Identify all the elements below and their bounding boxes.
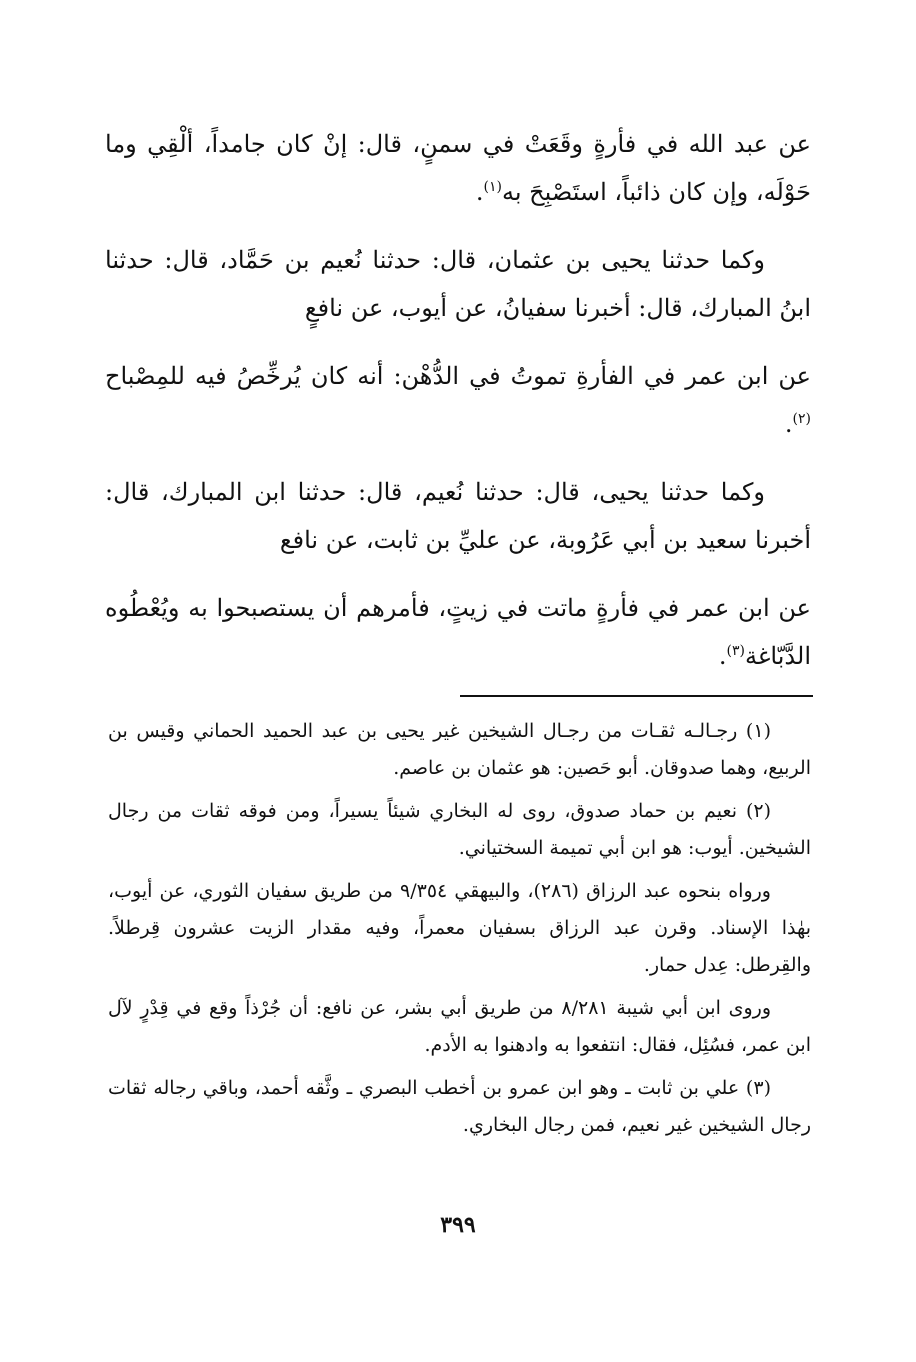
paragraph-5: عن ابن عمر في فأرةٍ ماتت في زيتٍ، فأمرهم أن يستصبحوا به ويُعْطُوه الدَّبّاغة$^{(٣)}$.	[105, 594, 811, 670]
footnote-3: (٣) علي بن ثابت ـ وهو ابن عمرو بن أخطب البصري ـ وثَّقه أحمد، وباقي رجاله ثقات رجال الشيخين غير نعيم، فمن رجال البخاري.	[108, 1077, 811, 1136]
paragraph-5-text: عن ابن عمر في فأرةٍ ماتت في زيتٍ، فأمرهم أن يستصبحوا به ويُعْطُوه الدَّبّاغة	[105, 594, 811, 670]
paragraph-4-text: وكما حدثنا يحيى، قال: حدثنا نُعيم، قال: حدثنا ابن المبارك، قال: أخبرنا سعيد بن أبي عَرُوبة، عن عليِّ بن ثابت، عن نافع	[105, 478, 811, 554]
paragraph-2-text: وكما حدثنا يحيى بن عثمان، قال: حدثنا نُعيم بن حَمَّاد، قال: حدثنا ابنُ المبارك، قال: أخبرنا سفيانُ، عن أيوب، عن نافعٍ	[105, 246, 811, 322]
footnote-2-continuation-a: ورواه بنحوه عبد الرزاق (٢٨٦)، والبيهقي ٩/٣٥٤ من طريق سفيان الثوري، عن أيوب، بهٰذا الإسناد. وقرن عبد الرزاق بسفيان معمراً، وفيه مقدار الزيت عشرون قِرطلاً. والقِرطل: عِدل حمار.	[108, 880, 811, 976]
footnote-separator	[460, 695, 813, 697]
main-text	[105, 120, 811, 700]
footnote-ref-3: (٣)	[726, 643, 745, 659]
footnote-ref-2: (٢)	[792, 411, 811, 427]
footnote-2: (٢) نعيم بن حماد صدوق، روى له البخاري شيئاً يسيراً، ومن فوقه ثقات من رجال الشيخين. أيوب: هو ابن أبي تميمة السختياني.	[108, 800, 811, 859]
footnotes	[108, 713, 811, 1150]
paragraph-3-text: عن ابن عمر في الفأرةِ تموتُ في الدُّهْن: أنه كان يُرخِّصُ فيه للمِصْباح	[105, 362, 811, 390]
paragraph-4	[105, 468, 811, 564]
paragraph-2	[105, 236, 811, 332]
footnote-1: (١) رجـالـه ثقـات من رجـال الشيخين غير يحيى بن عبد الحميد الحماني وقيس بن الربيع، وهما صدوقان. أبو حَصين: هو عثمان بن عاصم.	[108, 720, 811, 779]
page-number: ٣٩٩	[440, 1212, 476, 1238]
paragraph-1-text: عن عبد الله في فأرةٍ وقَعَتْ في سمنٍ، قال: إنْ كان جامداً، ألْقِي وما حَوْلَه، وإن كان ذائباً، استَصْبِحَ به	[105, 130, 811, 206]
paragraph-3: عن ابن عمر في الفأرةِ تموتُ في الدُّهْن: أنه كان يُرخِّصُ فيه للمِصْباح $^{(٢)}$.	[105, 362, 811, 438]
footnote-ref-1: (١)	[483, 179, 502, 195]
footnote-2-continuation-b: وروى ابن أبي شيبة ٨/٢٨١ من طريق أبي بشر، عن نافع: أن جُرْذاً وقع في قِدْرٍ لآل ابن عمر، فسُئِل، فقال: انتفعوا به وادهنوا به الأدم.	[108, 997, 811, 1056]
paragraph-1: عن عبد الله في فأرةٍ وقَعَتْ في سمنٍ، قال: إنْ كان جامداً، ألْقِي وما حَوْلَه، وإن كان ذائباً، استَصْبِحَ به$^{(١)}$.	[105, 130, 811, 206]
